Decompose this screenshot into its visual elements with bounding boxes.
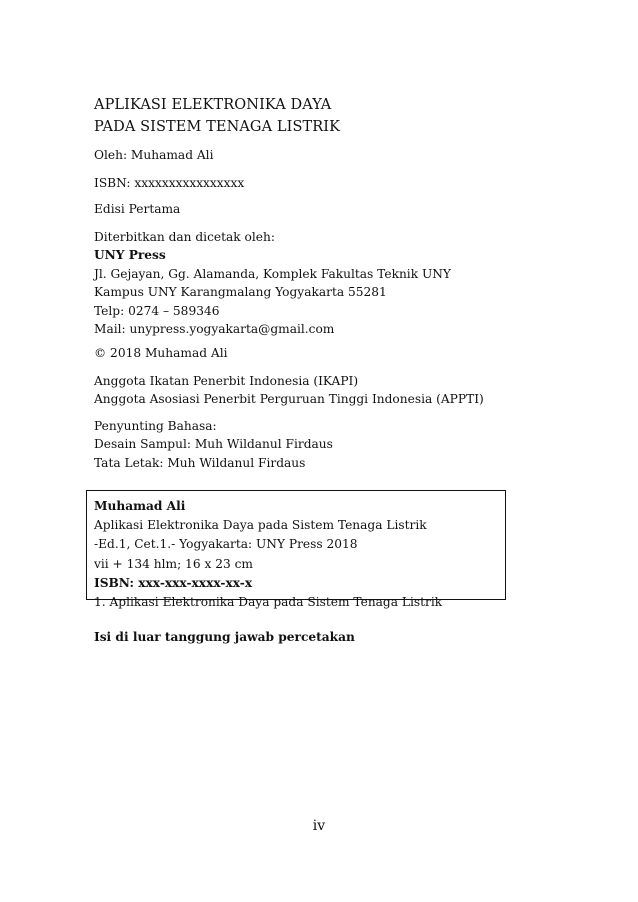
cip-edition: -Ed.1, Cet.1.- Yogyakarta: UNY Press 2018 <box>94 537 358 552</box>
cip-author: Muhamad Ali <box>94 499 186 513</box>
publisher-mail: Mail: unypress.yogyakarta@gmail.com <box>94 322 335 337</box>
book-title-line-2: PADA SISTEM TENAGA LISTRIK <box>94 119 341 135</box>
cip-catalog-data <box>94 497 442 612</box>
publisher-address-1: Jl. Gejayan, Gg. Alamanda, Komplek Fakultas Teknik UNY <box>94 266 451 281</box>
page-number: iv <box>312 818 326 834</box>
copyright-line: © 2018 Muhamad Ali <box>94 346 228 360</box>
cip-pages: vii + 134 hlm; 16 x 23 cm <box>94 556 253 571</box>
editor-credit: Penyunting Bahasa: <box>94 419 217 433</box>
isbn-line: ISBN: xxxxxxxxxxxxxxxx <box>94 176 245 190</box>
memberships-block <box>94 372 484 409</box>
cover-credit: Desain Sampul: Muh Wildanul Firdaus <box>94 437 333 452</box>
publisher-phone: Telp: 0274 – 589346 <box>94 303 220 318</box>
cip-title: Aplikasi Elektronika Daya pada Sistem Tenaga Listrik <box>94 518 427 533</box>
book-title-line-1: APLIKASI ELEKTRONIKA DAYA <box>94 97 332 113</box>
membership-ikapi: Anggota Ikatan Penerbit Indonesia (IKAPI) <box>94 374 359 388</box>
publisher-address-2: Kampus UNY Karangmalang Yogyakarta 55281 <box>94 285 387 300</box>
cip-isbn: ISBN: xxx-xxx-xxxx-xx-x <box>94 575 253 590</box>
layout-credit: Tata Letak: Muh Wildanul Firdaus <box>94 455 306 470</box>
credits-block <box>94 417 333 472</box>
book-title <box>94 94 340 138</box>
printing-disclaimer: Isi di luar tanggung jawab percetakan <box>94 630 355 644</box>
publisher-intro: Diterbitkan dan dicetak oleh: <box>94 230 275 244</box>
edition-line: Edisi Pertama <box>94 202 181 216</box>
publisher-name: UNY Press <box>94 248 166 263</box>
publisher-block <box>94 228 451 338</box>
membership-appti: Anggota Asosiasi Penerbit Perguruan Tinggi Indonesia (APPTI) <box>94 392 484 407</box>
cip-subject: 1. Aplikasi Elektronika Daya pada Sistem Tenaga Listrik <box>94 595 443 610</box>
author-line: Oleh: Muhamad Ali <box>94 148 214 162</box>
